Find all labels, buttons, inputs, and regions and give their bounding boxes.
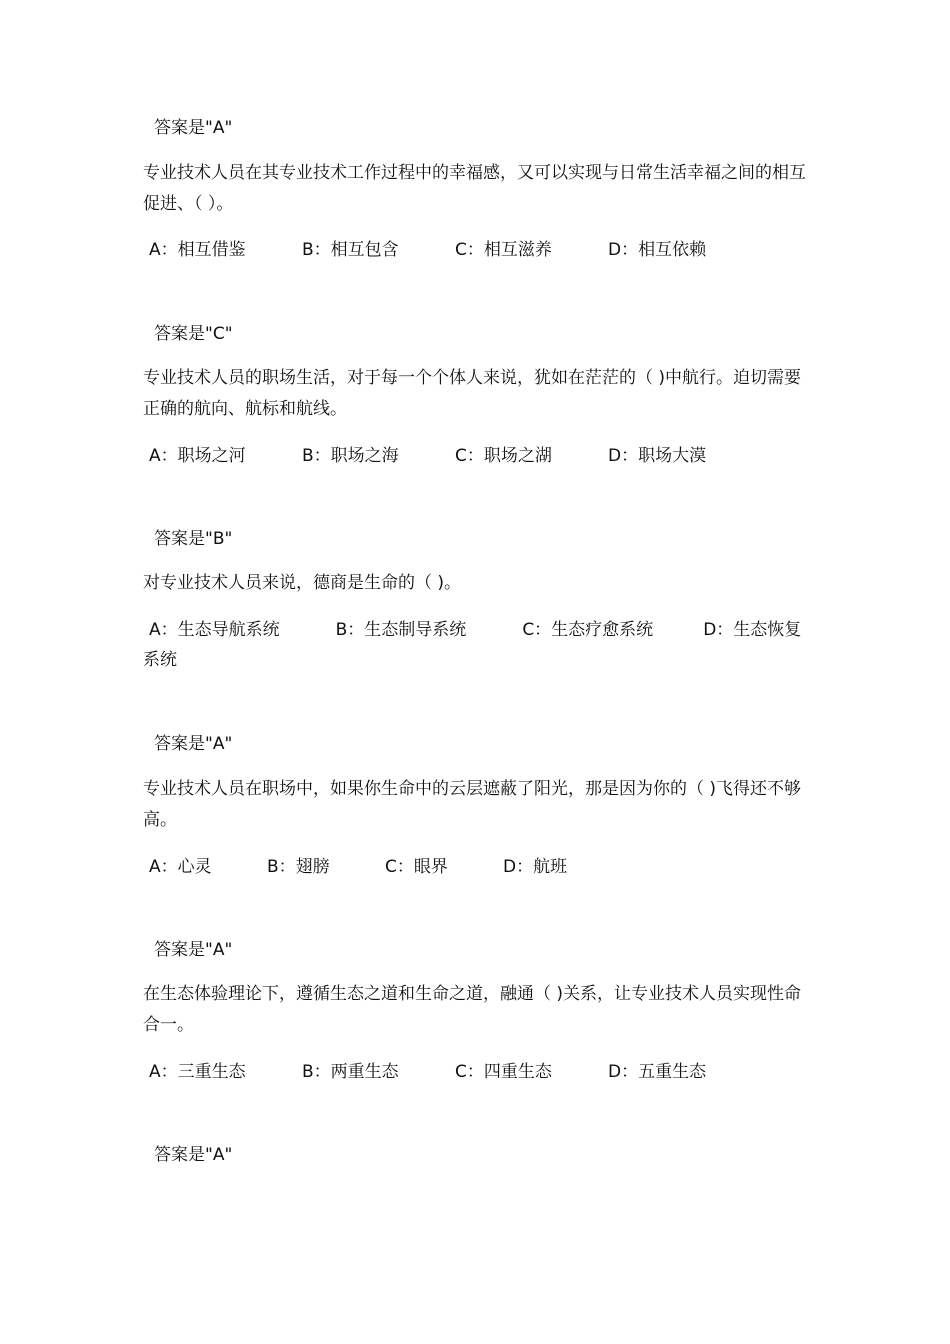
answer-line: 答案是"C" [154,324,233,344]
option-a: A：生态导航系统 [149,620,280,640]
answer-line: 答案是"B" [154,529,233,549]
option-b: B：生态制导系统 [335,620,467,640]
option-a: A：职场之河 [149,446,246,466]
option-b: B：职场之海 [302,446,399,466]
option-c: C：职场之湖 [455,446,552,466]
option-d: D：生态恢复系统 [143,620,802,670]
options-row [143,615,803,675]
answer-line: 答案是"A" [154,940,233,960]
question-text: 在生态体验理论下，遵循生态之道和生命之道，融通（ )关系，让专业技术人员实现性命合一。 [143,984,802,1035]
options-row [149,856,567,878]
option-d: D：职场大漠 [608,446,707,466]
option-c: C：四重生态 [455,1062,552,1082]
option-b: B：翅膀 [267,857,330,877]
option-c: C：眼界 [385,857,448,877]
options-row [149,445,706,467]
option-d: D：航班 [503,857,568,877]
question-text: 对专业技术人员来说，德商是生命的（ )。 [143,573,462,593]
option-c: C：生态疗愈系统 [522,620,654,640]
option-a: A：相互借鉴 [149,240,246,260]
option-d: D：五重生态 [608,1062,707,1082]
question-text: 专业技术人员的职场生活，对于每一个个体人来说，犹如在茫茫的（ )中航行。迫切需要正确的航向、航标和航线。 [143,368,802,419]
option-a: A：心灵 [149,857,212,877]
options-row [149,1061,706,1083]
options-row [149,239,706,261]
option-a: A：三重生态 [149,1062,246,1082]
option-d: D：相互依赖 [608,240,707,260]
answer-line: 答案是"A" [154,118,233,138]
option-b: B：两重生态 [302,1062,399,1082]
answer-line: 答案是"A" [154,1145,233,1165]
option-b: B：相互包含 [302,240,399,260]
option-c: C：相互滋养 [455,240,552,260]
question-text: 专业技术人员在职场中，如果你生命中的云层遮蔽了阳光，那是因为你的（ )飞得还不够高。 [143,779,802,830]
question-text: 专业技术人员在其专业技术工作过程中的幸福感，又可以实现与日常生活幸福之间的相互促进、（ ）。 [143,163,806,214]
answer-line: 答案是"A" [154,734,233,754]
